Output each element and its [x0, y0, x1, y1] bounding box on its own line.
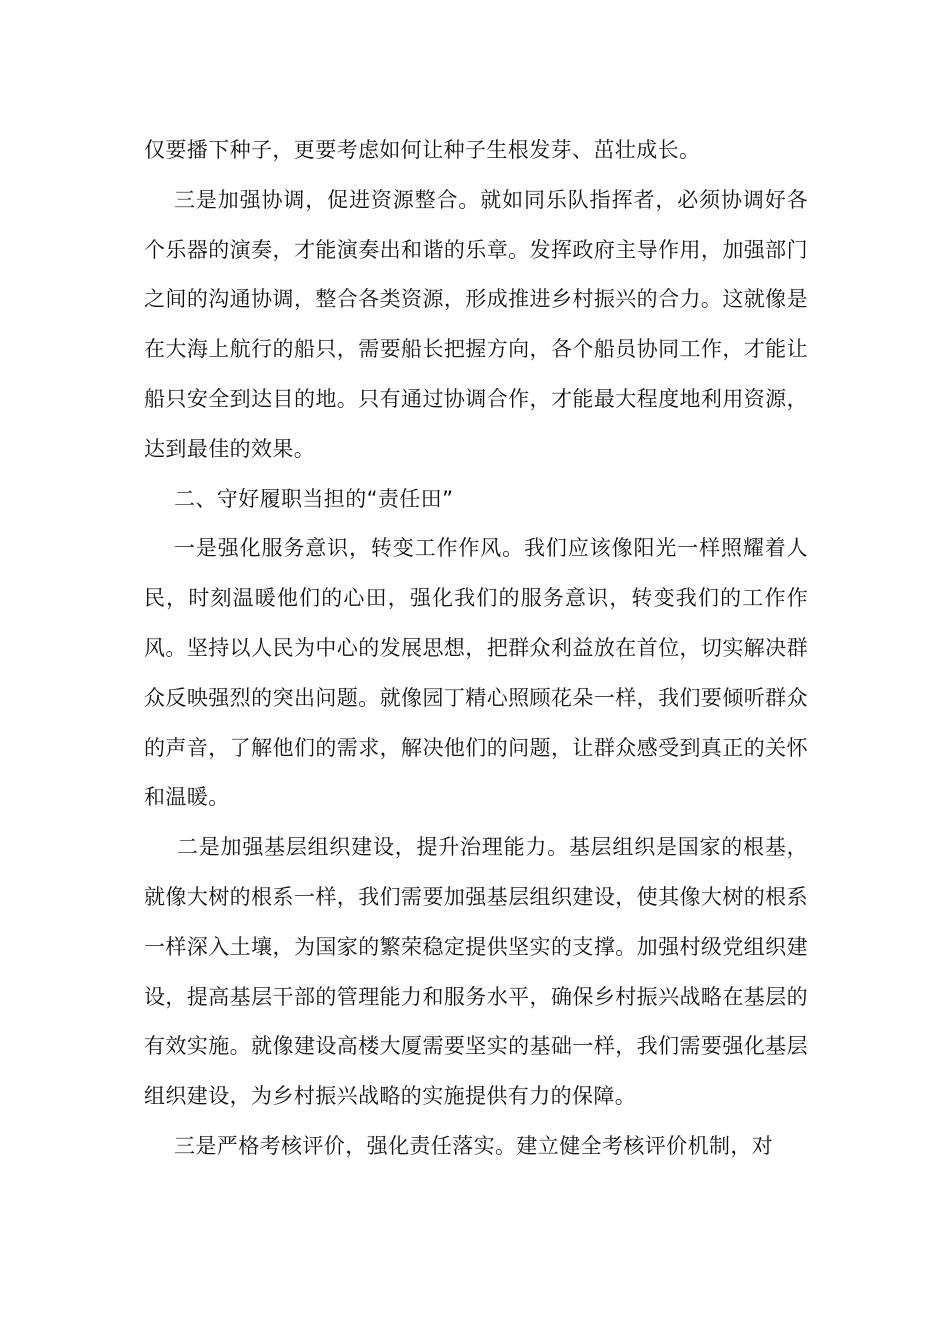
paragraph-continuation: 仅要播下种子，更要考虑如何让种子生根发芽、茁壮成长。	[144, 138, 701, 162]
paragraph-coordination: 三是加强协调，促进资源整合。就如同乐队指挥者，必须协调好各个乐器的演奏，才能演奏出和谐的乐章。发挥政府主导作用，加强部门之间的沟通协调，整合各类资源，形成推进乡村振兴的合力。这就像是在大海上航行的船只，需要船长把握方向，各个船员协同工作，才能让船只安全到达目的地。只有通过协调合作，才能最大程度地利用资源，达到最佳的效果。	[144, 187, 808, 461]
paragraph-assessment-evaluation: 三是严格考核评价，强化责任落实。建立健全考核评价机制，对	[174, 1133, 774, 1158]
paragraph-service-awareness: 一是强化服务意识，转变工作作风。我们应该像阳光一样照耀着人民，时刻温暖他们的心田，强化我们的服务意识，转变我们的工作作风。坚持以人民为中心的发展思想，把群众利益放在首位，切实解决群众反映强烈的突出问题。就像园丁精心照顾花朵一样，我们要倾听群众的声音，了解他们的需求，解决他们的问题，让群众感受到真正的关怀和温暖。	[144, 536, 808, 810]
document-body	[144, 126, 808, 1172]
paragraph-grassroots-organization: 二是加强基层组织建设，提升治理能力。基层组织是国家的根基，就像大树的根系一样，我们需要加强基层组织建设，使其像大树的根系一样深入土壤，为国家的繁荣稳定提供坚实的支撑。加强村级党组织建设，提高基层干部的管理能力和服务水平，确保乡村振兴战略在基层的有效实施。就像建设高楼大厦需要坚实的基础一样，我们需要强化基层组织建设，为乡村振兴战略的实施提供有力的保障。	[144, 835, 808, 1109]
section-heading-responsibility-field: 二、守好履职当担的“责任田”	[174, 486, 454, 511]
